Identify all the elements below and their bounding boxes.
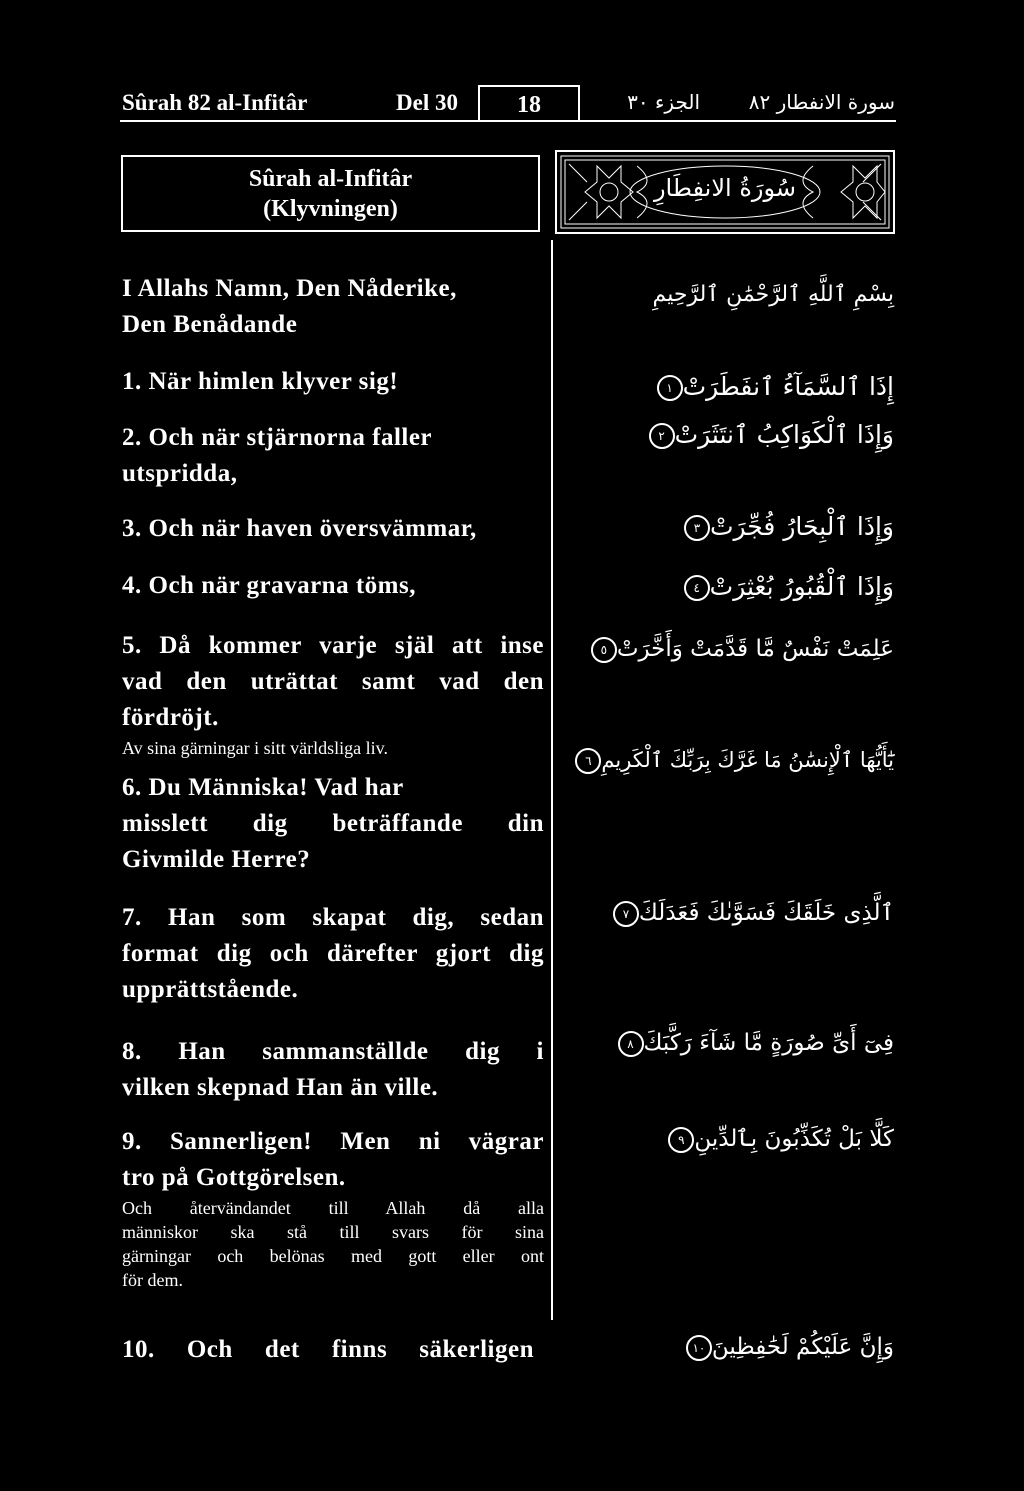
verse-line: vad den uträttat samt vad den [122, 668, 544, 695]
verse-number-marker: ١٠ [686, 1335, 712, 1361]
verse-line: 9. Sannerligen! Men ni vägrar [122, 1128, 544, 1155]
verse-line: fördröjt. [122, 704, 219, 731]
page-number: 18 [478, 85, 580, 122]
verse-number-marker: ١ [657, 375, 683, 401]
verse-arabic-text: وَإِنَّ عَلَيْكُمْ لَحَٰفِظِينَ [711, 1334, 894, 1360]
verse-4-swedish [122, 568, 544, 604]
verse-line: 10. Och det finns säkerligen [122, 1336, 534, 1363]
verse-10-swedish [122, 1332, 534, 1368]
verse-note: Och återvändandet till Allah då alla [122, 1198, 544, 1218]
verse-arabic-text: يَٰٓأَيُّهَا ٱلْإِنسَٰنُ مَا غَرَّكَ بِرَبِّكَ ٱلْكَرِيمِ [601, 748, 894, 772]
verse-6-swedish [122, 770, 544, 878]
verse-5-arabic [574, 636, 894, 663]
verse-line: upprättstående. [122, 976, 299, 1003]
surah-title: Sûrah al-Infitâr [248, 166, 413, 192]
verse-note: människor ska stå till svars för sina [122, 1222, 544, 1242]
verse-number-marker: ٩ [668, 1127, 694, 1153]
header-arabic-surah: سورة الانفطار ٨٢ [748, 90, 895, 114]
basmala-line: I Allahs Namn, Den Nåderike, [122, 275, 457, 302]
verse-3-arabic [574, 512, 894, 541]
verse-line: utspridda, [122, 460, 238, 487]
column-divider [551, 240, 553, 1320]
verse-9-swedish [122, 1124, 544, 1292]
verse-number-marker: ٥ [591, 637, 617, 663]
verse-7-arabic [574, 900, 894, 927]
verse-number-marker: ٣ [684, 515, 710, 541]
verse-arabic-text: وَإِذَا ٱلْقُبُورُ بُعْثِرَتْ [709, 572, 894, 601]
verse-2-swedish [122, 420, 544, 492]
verse-line: 1. När himlen klyver sig! [122, 368, 399, 395]
basmala-arabic: بِسْمِ ٱللَّهِ ٱلرَّحْمَٰنِ ٱلرَّحِيمِ [652, 282, 894, 307]
verse-number-marker: ٤ [684, 575, 710, 601]
basmala-line: Den Benådande [122, 311, 298, 338]
verse-line: 7. Han som skapat dig, sedan [122, 904, 544, 931]
verse-line: 4. Och när gravarna töms, [122, 572, 416, 599]
verse-note: gärningar och belönas med gott eller ont [122, 1246, 544, 1266]
verse-line: 5. Då kommer varje själ att inse [122, 632, 544, 659]
verse-arabic-text: وَإِذَا ٱلْبِحَارُ فُجِّرَتْ [709, 512, 894, 541]
verse-1-swedish [122, 364, 544, 400]
verse-number-marker: ٦ [575, 748, 601, 774]
verse-7-swedish [122, 900, 544, 1008]
verse-arabic-text: وَإِذَا ٱلْكَوَاكِبُ ٱنتَثَرَتْ [674, 420, 894, 449]
verse-9-arabic [574, 1126, 894, 1153]
verse-line: 6. Du Människa! Vad har [122, 774, 404, 801]
verse-line: 3. Och när haven översvämmar, [122, 515, 477, 542]
verse-line: format dig och därefter gjort dig [122, 940, 544, 967]
verse-4-arabic [574, 572, 894, 601]
verse-8-arabic [574, 1030, 894, 1057]
verse-3-swedish [122, 511, 544, 547]
verse-number-marker: ٢ [649, 423, 675, 449]
verse-10-arabic [574, 1334, 894, 1361]
surah-ornament-banner [555, 150, 895, 234]
header-part-label: Del 30 [396, 90, 458, 115]
verse-arabic-text: إِذَا ٱلسَّمَآءُ ٱنفَطَرَتْ [682, 372, 894, 401]
verse-note: för dem. [122, 1270, 183, 1290]
verse-8-swedish [122, 1034, 544, 1106]
verse-line: tro på Gottgörelsen. [122, 1164, 346, 1191]
surah-subtitle: (Klyvningen) [263, 196, 398, 222]
verse-6-arabic [574, 748, 894, 774]
verse-arabic-text: فِىٓ أَىِّ صُورَةٍ مَّا شَآءَ رَكَّبَكَ [643, 1030, 894, 1056]
verse-line: Givmilde Herre? [122, 846, 311, 873]
verse-line: misslett dig beträffande din [122, 810, 544, 837]
verse-5-swedish [122, 628, 544, 760]
verse-arabic-text: كَلَّا بَلْ تُكَذِّبُونَ بِٱلدِّينِ [694, 1126, 894, 1152]
basmala-swedish [122, 271, 544, 343]
verse-1-arabic [574, 372, 894, 401]
verse-arabic-text: ٱلَّذِى خَلَقَكَ فَسَوَّىٰكَ فَعَدَلَكَ [638, 900, 894, 926]
verse-2-arabic [574, 420, 894, 449]
verse-line: 8. Han sammanställde dig i [122, 1038, 544, 1065]
verse-line: vilken skepnad Han än ville. [122, 1074, 439, 1101]
ornament-arabic-title: سُورَةُ الانفِطَارِ [653, 174, 797, 202]
verse-line: 2. Och när stjärnorna faller [122, 424, 433, 451]
verse-note: Av sina gärningar i sitt världsliga liv. [122, 738, 388, 758]
header-arabic-part: الجزء ٣٠ [627, 90, 700, 114]
header-surah-label: Sûrah 82 al-Infitâr [122, 90, 308, 115]
verse-number-marker: ٨ [618, 1031, 644, 1057]
verse-arabic-text: عَلِمَتْ نَفْسٌ مَّا قَدَّمَتْ وَأَخَّرَتْ [616, 636, 894, 662]
verse-number-marker: ٧ [613, 901, 639, 927]
header-rule [120, 120, 896, 122]
surah-title-box [121, 155, 540, 232]
